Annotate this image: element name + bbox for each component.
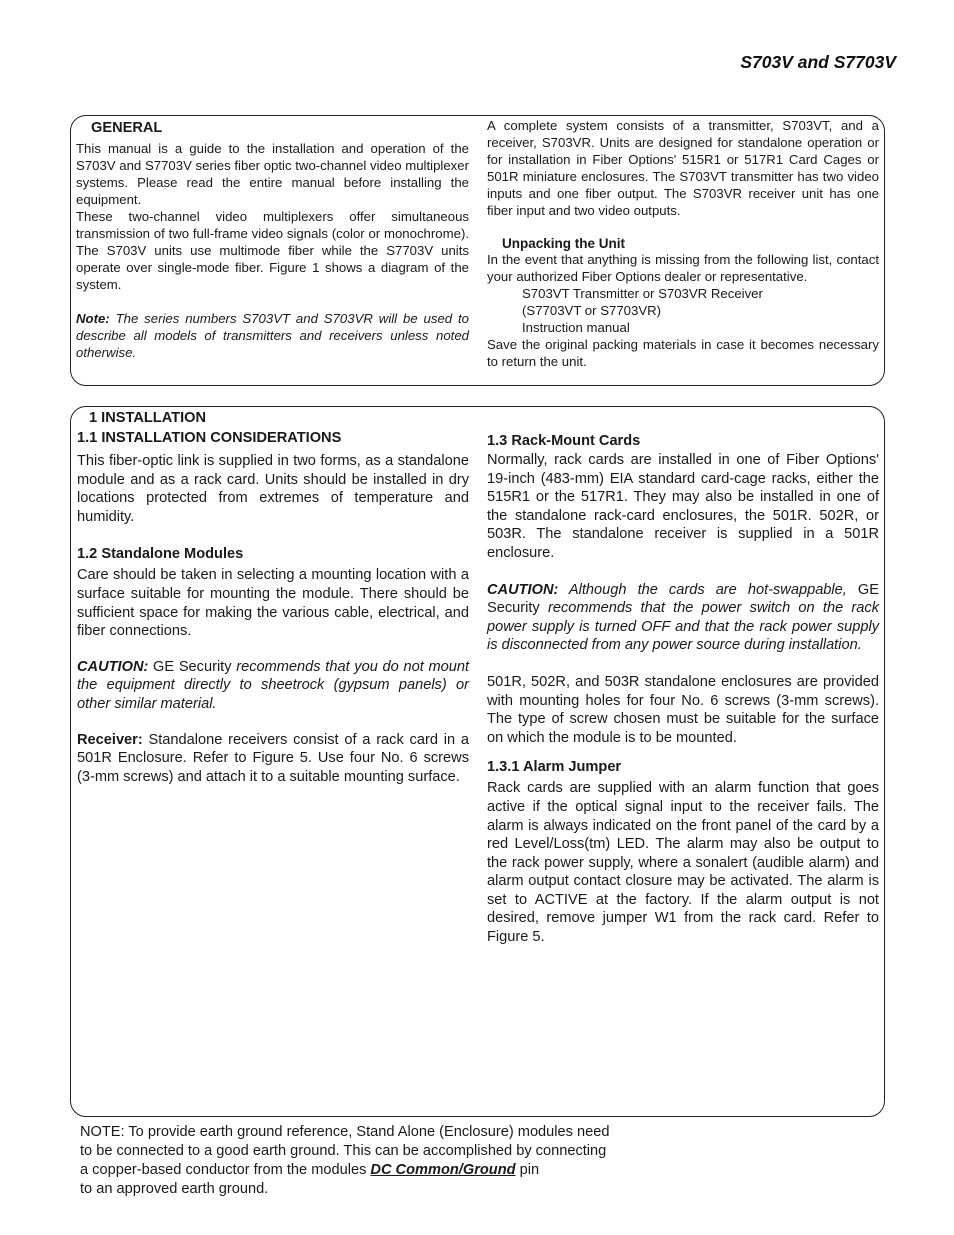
- installation-heading: 1 INSTALLATION: [89, 410, 207, 426]
- note-text: The series numbers S703VT and S703VR will be used to describe all models of transmitters and receivers unless noted otherwise.: [76, 311, 469, 360]
- section-1-1-heading: 1.1 INSTALLATION CONSIDERATIONS: [77, 430, 342, 446]
- caution-1-text-b: recommends that you do not mount the equipment directly to sheetrock (gypsum panels) or other similar material.: [77, 658, 470, 712]
- section-1-2-paragraph: Care should be taken in selecting a mounting location with a surface suitable for mounting the module. There should be sufficient space for making the various cable, electrical, and fiber connections.: [77, 567, 469, 640]
- general-right-column: [487, 117, 879, 370]
- packing-list-item: Instruction manual: [522, 320, 630, 335]
- page-header-title: S703V and S7703V: [740, 52, 896, 72]
- enclosure-paragraph: 501R, 502R, and 503R standalone enclosures are provided with mounting holes for four No. 6 screws (3-mm screws). The type of screw chosen must be suitable for the surface on which the module is to be mounted.: [487, 673, 879, 746]
- section-1-3-paragraph: Normally, rack cards are installed in one of Fiber Options' 19-inch (483-mm) EIA standard card-cage racks, either the 515R1 or the 517R1. They may also be installed in one of the standalone rack-card enclosures, the 501R. 502R, or 503R. The standalone receiver is supplied in a 501R enclosure.: [487, 452, 879, 561]
- general-note: [76, 310, 469, 361]
- section-1-3-heading: 1.3 Rack-Mount Cards: [487, 433, 641, 449]
- receiver-paragraph: [77, 731, 469, 787]
- unpacking-paragraph: In the event that anything is missing from the following list, contact your authorized Fiber Options dealer or representative.: [487, 252, 879, 284]
- general-left-column: [76, 120, 469, 361]
- section-1-2-heading: 1.2 Standalone Modules: [77, 546, 244, 563]
- note-label: Note:: [76, 311, 110, 326]
- note-line-part: a copper-based conductor from the modules: [80, 1162, 371, 1178]
- caution-label: CAUTION:: [487, 581, 559, 598]
- installation-right-column: [487, 433, 879, 947]
- system-description: A complete system consists of a transmitter, S703VT, and a receiver, S703VR. Units are designed for standalone operation or for installation in Fiber Options' 515R1 or 517R1 Card Cages or 501R miniature enclosures. The S703VT transmitter has two video inputs and one fiber output. The S703VR receiver unit has one fiber input and two video outputs.: [487, 118, 879, 218]
- receiver-label: Receiver:: [77, 731, 143, 748]
- caution-2-text-c: recommends that the power switch on the rack power supply is turned OFF and that the rack power supply is disconnected from any power source during installation.: [487, 600, 879, 654]
- caution-2-text-b: GE Security: [487, 581, 880, 617]
- note-line-part: pin: [515, 1162, 540, 1178]
- general-heading: GENERAL: [91, 120, 163, 136]
- packing-list-item: S703VT Transmitter or S703VR Receiver: [522, 286, 763, 301]
- caution-label: CAUTION:: [77, 658, 149, 675]
- note-line: to an approved earth ground.: [80, 1181, 269, 1197]
- receiver-text: Standalone receivers consist of a rack card in a 501R Enclosure. Refer to Figure 5. Use four No. 6 screws (3-mm screws) and attach it to a suitable mounting surface.: [77, 731, 469, 785]
- general-paragraph-2: These two-channel video multiplexers offer simultaneous transmission of two full-frame video signals (color or monochrome). The S703V units use multimode fiber while the S7703V units operate over single-mode fiber. Figure 1 shows a diagram of the system.: [76, 209, 469, 292]
- dc-common-ground-emphasis: DC Common/Ground: [370, 1162, 516, 1178]
- note-line: to be connected to a good earth ground. This can be accomplished by connecting: [80, 1143, 607, 1159]
- caution-1-text-a: GE Security: [148, 658, 237, 675]
- general-paragraph-1: This manual is a guide to the installation and operation of the S703V and S7703V series fiber optic two-channel video multiplexer systems. Please read the entire manual before installing the equipment.: [76, 141, 469, 207]
- note-line: [80, 1161, 609, 1180]
- unpacking-end: Save the original packing materials in case it becomes necessary to return the unit.: [487, 337, 879, 369]
- caution-2-text-a: Although the cards are hot-swappable,: [558, 581, 847, 598]
- section-1-1-paragraph: This fiber-optic link is supplied in two forms, as a standalone module and as a rack card. Units should be installed in dry locations protected from extremes of temperature and humidity.: [77, 453, 469, 525]
- installation-left-column: [77, 410, 469, 786]
- alarm-jumper-paragraph: Rack cards are supplied with an alarm function that goes active if the optical signal input to the receiver fails. The alarm is always indicated on the front panel of the card by a red Level/Loss(tm) LED. The alarm may also be output to the rack power supply, where a sonalert (audible alarm) and alarm output contact closure may be activated. The alarm is set to ACTIVE at the factory. If the alarm output is not desired, remove jumper W1 from the rack card. Refer to Figure 5.: [487, 780, 879, 946]
- note-line: NOTE: To provide earth ground reference, Stand Alone (Enclosure) modules need: [80, 1124, 610, 1140]
- earth-ground-note: [80, 1123, 609, 1199]
- caution-2: [487, 581, 879, 655]
- section-1-3-1-heading: 1.3.1 Alarm Jumper: [487, 759, 622, 776]
- caution-1: [77, 658, 469, 714]
- unpacking-heading: Unpacking the Unit: [502, 236, 626, 251]
- packing-list-item: (S7703VT or S7703VR): [522, 303, 662, 318]
